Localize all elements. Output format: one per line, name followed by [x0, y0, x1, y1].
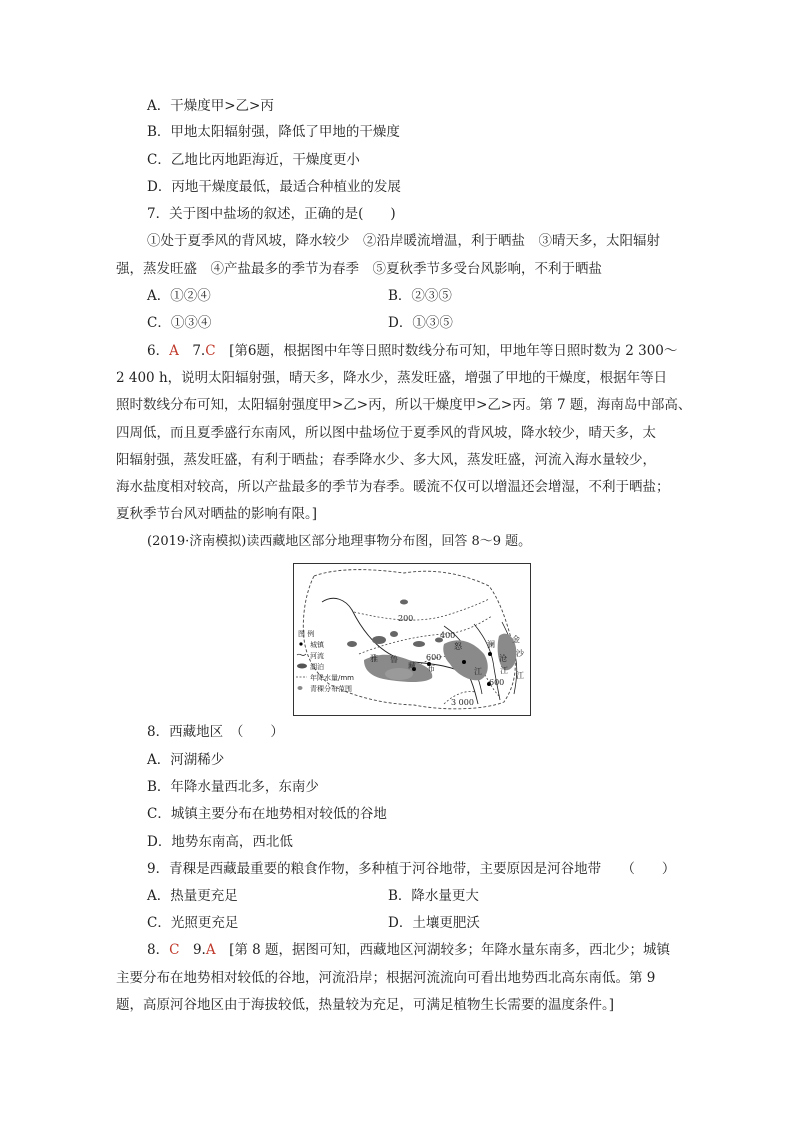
legend-lake: 湖泊: [310, 663, 324, 671]
label-zang: 藏: [408, 661, 416, 670]
answer-key-9: A: [205, 942, 216, 958]
answer-key-6: A: [169, 343, 179, 359]
legend-town: 城镇: [310, 641, 324, 649]
q7-items-line2: 强，蒸发旺盛 ④产盐最多的季节为春季 ⑤夏秋季节多受台风影响，不利于晒盐: [116, 261, 602, 277]
label-600a: 600: [426, 653, 442, 662]
answer-num-8: 8．: [147, 942, 170, 958]
legend-barley: 青稞分布范围: [310, 685, 352, 693]
answer-8-9-line1: [147, 940, 670, 960]
answer-6-7-line4: 四周低，而且夏季盛行东南风，所以图中盐场位于夏季风的背风坡，降水较少，晴天多，太: [116, 425, 656, 441]
legend-title: 图 例: [298, 630, 315, 638]
lake-2: [372, 636, 386, 644]
answer-num-6: 6．: [147, 343, 170, 359]
lake-1: [347, 641, 357, 647]
label-nu: 怒: [454, 642, 462, 651]
q9-option-c: C．光照更充足: [147, 915, 239, 931]
answer-6-7-line2: 2 400 h，说明太阳辐射强，晴天多，降水少，蒸发旺盛，增强了甲地的干燥度，根据年等日: [116, 370, 668, 386]
q7-option-c: C．①③④: [147, 315, 212, 331]
q6-option-d: D．丙地干燥度最低，最适合种植业的发展: [147, 179, 401, 195]
answer-num-7: 7.: [192, 343, 206, 359]
legend-barley-symbol: [298, 686, 303, 690]
label-jin: 金: [512, 635, 520, 644]
label-3000: 3 000: [451, 698, 474, 707]
answer-key-8: C: [169, 942, 180, 958]
answer-num-9: 9.: [192, 942, 206, 958]
answer-6-7-line7: 夏秋季节台风对晒盐的影响有限。]: [116, 506, 318, 522]
q7-option-d: D．①③⑤: [388, 315, 453, 331]
isoline-200: [354, 599, 489, 620]
label-sha: 沙: [516, 649, 524, 658]
answer-6-7-text1: [第6题，根据图中年等日照时数线分布可知，甲地年等日照时数为 2 300～: [229, 343, 678, 359]
q9-option-b: B．降水量更大: [388, 888, 479, 904]
legend-river: 河流: [310, 652, 324, 660]
answer-8-9-line3: 题，高原河谷地区由于海拔较低，热量较为充足，可满足植物生长需要的温度条件。]: [116, 997, 615, 1013]
legend-river-symbol: [297, 654, 306, 655]
q8-option-b: B．年降水量西北多，东南少: [147, 779, 319, 795]
q7-items-line1: ①处于夏季风的背风坡，降水较少 ②沿岸暖流增温，利于晒盐 ③晴天多，太阳辐射: [147, 233, 660, 249]
q8-option-d: D．地势东南高，西北低: [147, 834, 293, 850]
answer-6-7-line6: 海水盐度相对较高，所以产盐最多的季节为春季。暖流不仅可以增温还会增湿，不利于晒盐；: [116, 479, 670, 495]
q9-option-a: A．热量更充足: [147, 888, 238, 904]
lake-6: [400, 600, 408, 605]
legend-lake-symbol: [297, 664, 307, 669]
label-lan: 澜: [487, 640, 495, 649]
label-600b: 600: [489, 678, 505, 687]
answer-6-7-line5: 阳辐射强，蒸发旺盛，有利于晒盐；春季降水少、多大风，蒸发旺盛，河流入海水量较少，: [116, 452, 656, 468]
label-ya: 雅: [370, 654, 378, 663]
legend-town-symbol: [299, 642, 302, 645]
tibet-map: [293, 563, 531, 716]
q7-stem: 7．关于图中盐场的叙述，正确的是( ): [147, 206, 396, 222]
label-200: 200: [398, 614, 414, 623]
q9-option-d: D．土壤更肥沃: [388, 915, 480, 931]
q8-stem: 8．西藏地区 （ ）: [147, 724, 284, 740]
intro-8-9: (2019·济南模拟)读西藏地区部分地理事物分布图，回答 8～9 题。: [147, 534, 532, 549]
q7-option-a: A．①②④: [147, 288, 211, 304]
answer-8-9-text1: [第 8 题，据图可知，西藏地区河湖较多；年降水量东南多，西北少；城镇: [229, 942, 671, 958]
q6-option-b: B．甲地太阳辐射强，降低了甲地的干燥度: [147, 124, 400, 140]
label-bu: 布: [427, 664, 435, 673]
q8-option-a: A．河湖稀少: [147, 752, 225, 768]
label-jiang2: 江: [500, 666, 508, 675]
label-lu: 鲁: [390, 655, 398, 664]
answer-8-9-line2: 主要分布在地势相对较低的谷地，河流沿岸；根据河流流向可看出地势西北高东南低。第 9: [116, 970, 656, 986]
q6-option-a: A．干燥度甲>乙>丙: [147, 98, 274, 114]
town-4: [488, 652, 492, 656]
lake-4: [413, 641, 425, 647]
answer-6-7-line1: [147, 341, 677, 361]
q6-option-c: C．乙地比丙地距海近，干燥度更小: [147, 152, 360, 168]
answer-key-7: C: [205, 343, 216, 359]
label-jiang3: 江: [516, 671, 524, 680]
label-jiang1: 江: [474, 667, 482, 676]
label-cang: 沧: [499, 654, 507, 663]
q8-option-c: C．城镇主要分布在地势相对较低的谷地: [147, 806, 387, 822]
q7-option-b: B．②③⑤: [388, 288, 452, 304]
town-3: [462, 660, 466, 664]
tibet-map-graphic: [294, 564, 530, 715]
lake-3: [390, 631, 398, 637]
label-400: 400: [440, 631, 456, 640]
q9-stem: 9．青稞是西藏最重要的粮食作物，多种植于河谷地带，主要原因是河谷地带 （ ）: [147, 861, 676, 877]
answer-6-7-line3: 照时数线分布可知，太阳辐射强度甲>乙>丙，所以干燥度甲>乙>丙。第 7 题，海南岛中部高、: [116, 397, 692, 413]
legend-isoline: 年降水量/mm: [310, 674, 354, 682]
